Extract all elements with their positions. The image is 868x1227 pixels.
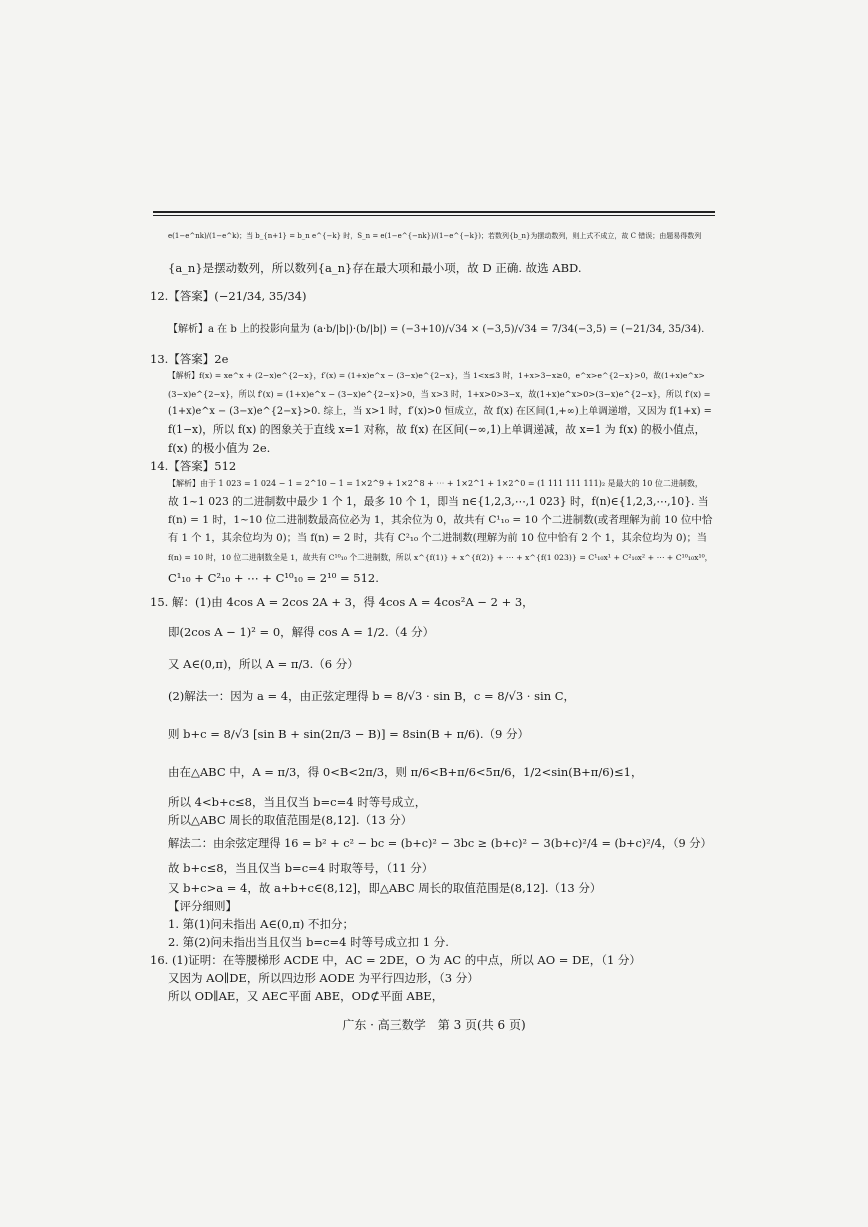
text-line: C¹₁₀ + C²₁₀ + ⋯ + C¹⁰₁₀ = 2¹⁰ = 512. (168, 571, 379, 585)
solution-15: 15. 解：(1)由 4cos A = 2cos 2A + 3，得 4cos A = 4cos²A − 2 + 3， (150, 595, 534, 609)
text-line: 则 b+c = 8/√3 [sin B + sin(2π/3 − B)] = 8sin(B + π/6).（9 分） (168, 727, 529, 741)
answer-13: 13.【答案】2e (150, 352, 229, 366)
text-line: e(1−e^nk)/(1−e^k)；当 b_{n+1} = b_n e^{−k} 时，S_n = e(1−e^{−nk})/(1−e^{−k})；若数列{b_n}为摆动数列，则上式不成立，故 C 错误；由题易得数列 (168, 232, 702, 240)
text-line: (1+x)e^x − (3−x)e^{2−x}>0. 综上，当 x>1 时，f′(x)>0 恒成立，故 f(x) 在区间(1,+∞)上单调递增，又因为 f(1+x) = (168, 406, 712, 417)
text-line: 【解析】f(x) = xe^x + (2−x)e^{2−x}，f′(x) = (1+x)e^x − (3−x)e^{2−x}，当 1<x≤3 时，1+x>3−x≥0，e^x>e^{2−x}>0，故(1+x)e^x> (168, 371, 705, 380)
text-line: (2)解法一：因为 a = 4，由正弦定理得 b = 8/√3 · sin B，c = 8/√3 · sin C， (168, 689, 576, 703)
text-line: 又 b+c>a = 4，故 a+b+c∈(8,12]，即△ABC 周长的取值范围是(8,12].（13 分） (168, 881, 602, 895)
text-line: {a_n}是摆动数列，所以数列{a_n}存在最大项和最小项，故 D 正确. 故选 ABD. (168, 261, 582, 275)
text-line: 2. 第(2)问未指出当且仅当 b=c=4 时等号成立扣 1 分. (168, 935, 449, 949)
header-rule (153, 211, 715, 213)
grading-heading: 【评分细则】 (168, 899, 237, 913)
text-line: 又 A∈(0,π)，所以 A = π/3.（6 分） (168, 657, 359, 671)
text-line: 又因为 AO∥DE，所以四边形 AODE 为平行四边形，（3 分） (168, 971, 479, 985)
text-line: f(1−x)，所以 f(x) 的图象关于直线 x=1 对称，故 f(x) 在区间(−∞,1)上单调递减，故 x=1 为 f(x) 的极小值点， (168, 423, 706, 436)
text-line: 所以△ABC 周长的取值范围是(8,12].（13 分） (168, 813, 413, 827)
text-line: f(n) = 10 时，10 位二进制数全是 1，故共有 C¹⁰₁₀ 个二进制数，所以 x^{f(1)} + x^{f(2)} + ⋯ + x^{f(1 023)} = C¹₁₀x¹ + C²₁₀x² + ⋯ + C¹⁰₁₀x¹⁰， (168, 553, 713, 562)
text-line: (3−x)e^{2−x}，所以 f′(x) = (1+x)e^x − (3−x)e^{2−x}>0，当 x>3 时，1+x>0>3−x，故(1+x)e^x>0>(3−x)e^{2−x}，所以 f′(x) = (168, 389, 711, 399)
text-line: f(n) = 1 时，1~10 位二进制数最高位必为 1，其余位为 0，故共有 C¹₁₀ = 10 个二进制数(或者理解为前 10 位中恰 (168, 514, 713, 526)
page-footer: 广东 · 高三数学 第 3 页(共 6 页) (342, 1018, 526, 1032)
text-line: 故 1~1 023 的二进制数中最少 1 个 1，最多 10 个 1，即当 n∈{1,2,3,⋯,1 023} 时，f(n)∈{1,2,3,⋯,10}. 当 (168, 495, 709, 508)
header-rule-thin (153, 215, 715, 216)
text-line: 【解析】由于 1 023 = 1 024 − 1 = 2^10 − 1 = 1×2^9 + 1×2^8 + ⋯ + 1×2^1 + 1×2^0 = (1 111 111 111)₂ 是最大的 10 位二进制数， (168, 479, 703, 488)
text-line: 故 b+c≤8，当且仅当 b=c=4 时取等号，（11 分） (168, 861, 434, 875)
text-line: 所以 OD∥AE，又 AE⊂平面 ABE，OD⊄平面 ABE， (168, 989, 444, 1003)
text-line: 即(2cos A − 1)² = 0，解得 cos A = 1/2.（4 分） (168, 625, 435, 639)
text-line: 【解析】a 在 b 上的投影向量为 (a·b/|b|)·(b/|b|) = (−3+10)/√34 × (−3,5)/√34 = 7/34(−3,5) = (−21/34, 35/34). (168, 324, 705, 335)
answer-12: 12.【答案】(−21/34, 35/34) (150, 289, 307, 303)
text-line: 1. 第(1)问未指出 A∈(0,π) 不扣分； (168, 917, 355, 931)
text-line: 由在△ABC 中，A = π/3，得 0<B<2π/3，则 π/6<B+π/6<5π/6，1/2<sin(B+π/6)≤1， (168, 765, 643, 779)
text-line: 解法二：由余弦定理得 16 = b² + c² − bc = (b+c)² − 3bc ≥ (b+c)² − 3(b+c)²/4 = (b+c)²/4，（9 分） (168, 837, 712, 850)
text-line: 有 1 个 1，其余位均为 0)；当 f(n) = 2 时，共有 C²₁₀ 个二进制数(理解为前 10 位中恰有 2 个 1，其余位均为 0)；当 (168, 532, 707, 544)
answer-14: 14.【答案】512 (150, 459, 237, 473)
text-line: 所以 4<b+c≤8，当且仅当 b=c=4 时等号成立， (168, 795, 427, 809)
solution-16: 16. (1)证明：在等腰梯形 ACDE 中，AC = 2DE，O 为 AC 的中点，所以 AO = DE，（1 分） (150, 953, 641, 967)
text-line: f(x) 的极小值为 2e. (168, 441, 271, 455)
